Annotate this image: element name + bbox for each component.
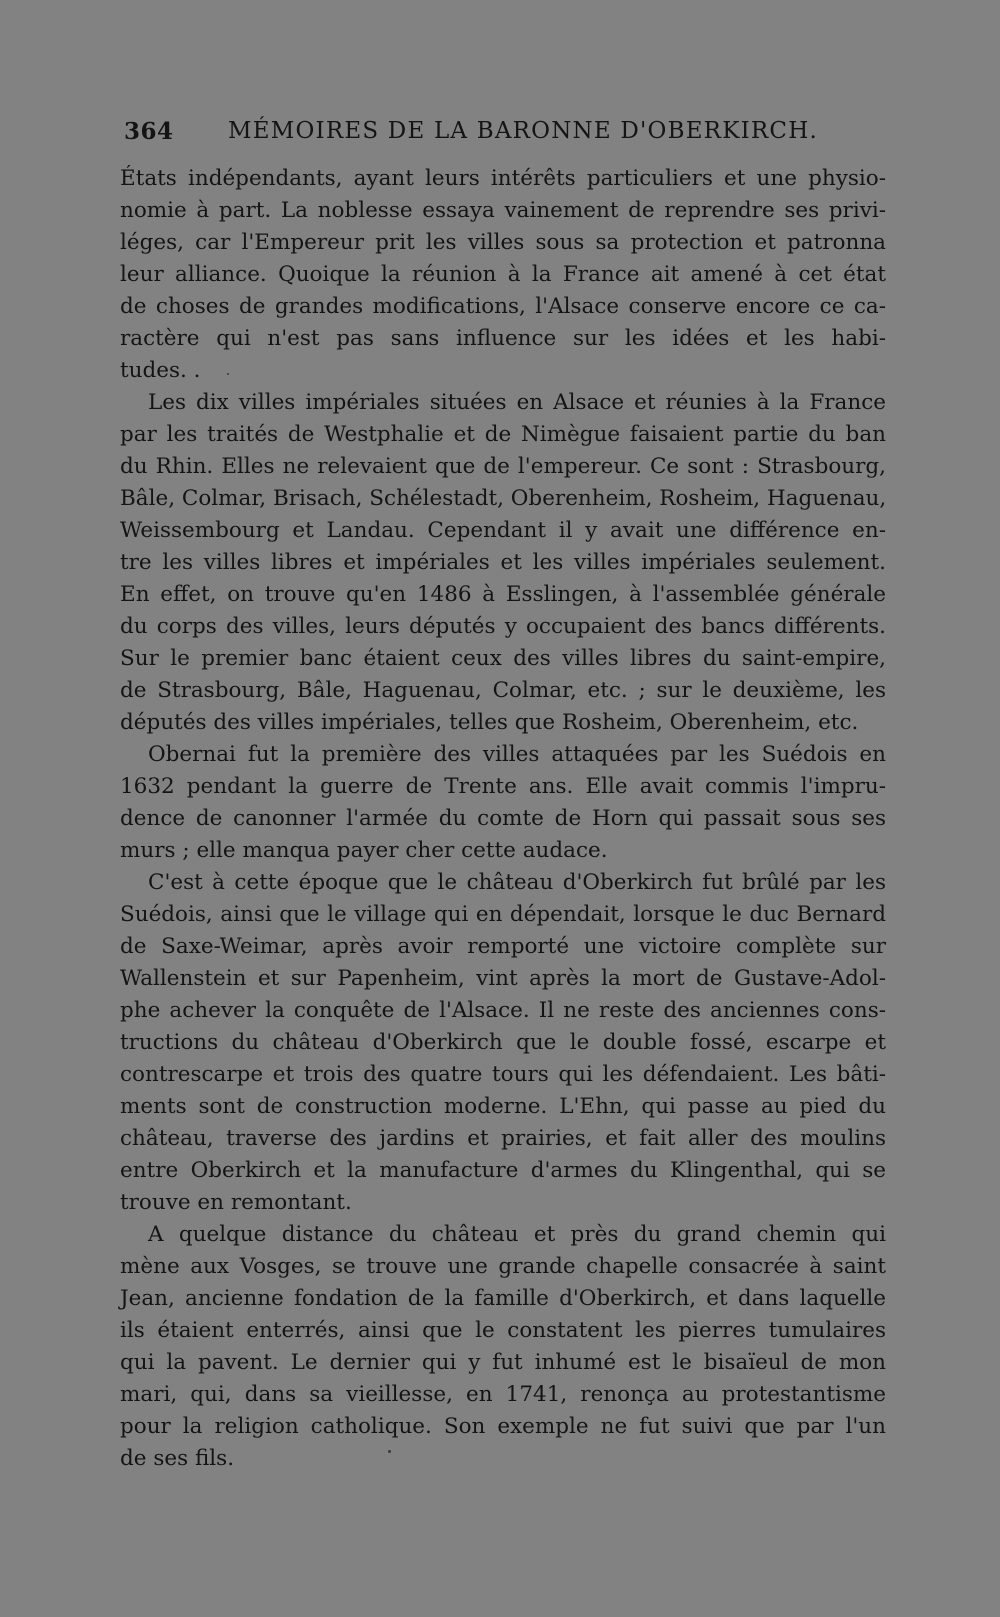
text-line: C'est à cette époque que le château d'Oberkirch fut brûlé par les (148, 870, 886, 895)
text-line: Wallenstein et sur Papenheim, vint après la mort de Gustave-Adol- (120, 966, 886, 991)
text-line: États indépendants, ayant leurs intérêts particuliers et une physio- (120, 166, 886, 191)
text-line: murs ; elle manqua payer cher cette audace. (120, 838, 608, 863)
paragraph (120, 163, 886, 387)
text-line: Obernai fut la première des villes attaquées par les Suédois en (148, 742, 886, 767)
text-body (120, 163, 886, 1475)
page-header (124, 118, 818, 150)
text-line: Bâle, Colmar, Brisach, Schélestadt, Oberenheim, Rosheim, Haguenau, (120, 486, 887, 511)
text-line: entre Oberkirch et la manufacture d'armes du Klingenthal, qui se (120, 1158, 886, 1183)
text-line: par les traités de Westphalie et de Nimègue faisaient partie du ban (120, 422, 886, 447)
text-line: tre les villes libres et impériales et les villes impériales seulement. (120, 550, 886, 575)
paragraph (120, 387, 886, 739)
text-line: château, traverse des jardins et prairies, et fait aller des moulins (120, 1126, 886, 1151)
text-line: de choses de grandes modifications, l'Alsace conserve encore ce ca- (120, 294, 886, 319)
ink-speck (388, 1450, 391, 1453)
text-line: de Strasbourg, Bâle, Haguenau, Colmar, etc. ; sur le deuxième, les (120, 678, 886, 703)
ink-speck (227, 373, 229, 375)
text-line: ments sont de construction moderne. L'Ehn, qui passe au pied du (120, 1094, 886, 1119)
paragraph (120, 1219, 886, 1475)
text-line: A quelque distance du château et près du grand chemin qui (148, 1222, 886, 1247)
text-line: Les dix villes impériales situées en Alsace et réunies à la France (148, 390, 886, 415)
text-line: contrescarpe et trois des quatre tours qui les défendaient. Les bâti- (120, 1062, 886, 1087)
text-line: ils étaient enterrés, ainsi que le constatent les pierres tumulaires (120, 1318, 886, 1343)
paragraph (120, 739, 886, 867)
text-line: mari, qui, dans sa vieillesse, en 1741, renonça au protestantisme (120, 1382, 886, 1407)
text-line: ractère qui n'est pas sans influence sur les idées et les habi- (120, 326, 886, 351)
text-line: leur alliance. Quoique la réunion à la France ait amené à cet état (120, 262, 886, 287)
text-line: tructions du château d'Oberkirch que le double fossé, escarpe et (120, 1030, 886, 1055)
text-line: Sur le premier banc étaient ceux des villes libres du saint-empire, (120, 646, 886, 671)
text-line: tudes. . (120, 358, 201, 383)
text-line: trouve en remontant. (120, 1190, 352, 1215)
page-number: 364 (124, 118, 174, 145)
text-line: léges, car l'Empereur prit les villes sous sa protection et patronna (120, 230, 886, 255)
text-line: En effet, on trouve qu'en 1486 à Esslingen, à l'assemblée générale (120, 582, 886, 607)
text-line: nomie à part. La noblesse essaya vainement de reprendre ses privi- (120, 198, 886, 223)
paragraph (120, 867, 886, 1219)
text-line: phe achever la conquête de l'Alsace. Il ne reste des anciennes cons- (120, 998, 886, 1023)
text-line: mène aux Vosges, se trouve une grande chapelle consacrée à saint (120, 1254, 886, 1279)
text-line: du corps des villes, leurs députés y occupaient des bancs différents. (120, 614, 886, 639)
text-line: de ses fils. (120, 1446, 235, 1471)
text-line: députés des villes impériales, telles que Rosheim, Oberenheim, etc. (120, 710, 859, 735)
text-line: Weissembourg et Landau. Cependant il y avait une différence en- (120, 518, 886, 543)
text-line: Jean, ancienne fondation de la famille d'Oberkirch, et dans laquelle (120, 1286, 886, 1311)
text-line: Suédois, ainsi que le village qui en dépendait, lorsque le duc Bernard (120, 902, 886, 927)
text-line: 1632 pendant la guerre de Trente ans. Elle avait commis l'impru- (120, 774, 886, 799)
text-line: qui la pavent. Le dernier qui y fut inhumé est le bisaïeul de mon (120, 1350, 886, 1375)
text-line: dence de canonner l'armée du comte de Horn qui passait sous ses (120, 806, 886, 831)
text-line: du Rhin. Elles ne relevaient que de l'empereur. Ce sont : Strasbourg, (120, 454, 886, 479)
text-line: de Saxe-Weimar, après avoir remporté une victoire complète sur (120, 934, 886, 959)
running-title: MÉMOIRES DE LA BARONNE D'OBERKIRCH. (228, 118, 818, 144)
text-line: pour la religion catholique. Son exemple ne fut suivi que par l'un (120, 1414, 886, 1439)
